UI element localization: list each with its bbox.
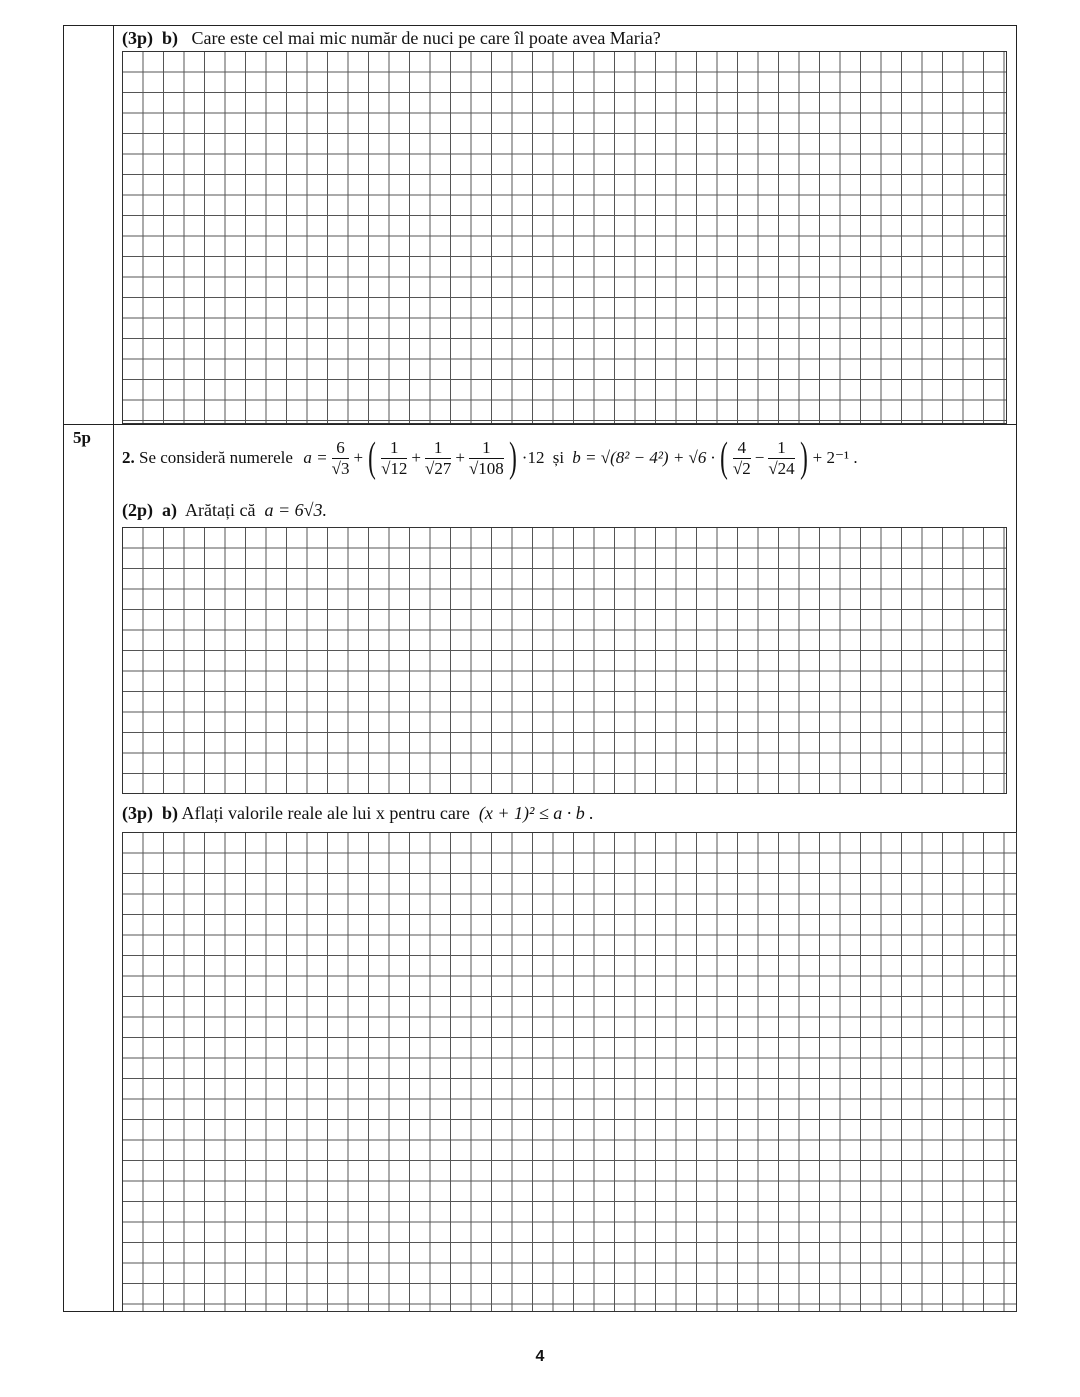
fraction-4-sqrt2: $\frac{4}{√2}$: [732, 437, 751, 478]
problem-2-statement: 2. Se consideră numerele a = $\frac{6}{√3}$ + ( $\frac{1}{√12}$ + $\frac{1}{√27}$ + $\frac{1}{√108}$ ) ·12 și b = √(8² − 4²) + √6 · ( $\frac{4}{√2}$ − $\frac{1}{√24}$ ) + 2⁻¹ .: [122, 435, 858, 481]
q2a-math: a = 6√3.: [264, 500, 327, 520]
row-divider: [63, 424, 1017, 425]
fraction-1-sqrt24: $\frac{1}{√24}$: [768, 437, 795, 478]
answer-grid-2b[interactable]: [122, 832, 1017, 1312]
fraction-6-sqrt3: $\frac{6}{√3}$: [331, 437, 350, 478]
conjunction-si: și: [552, 448, 565, 467]
question-2a: [122, 500, 327, 521]
problem-number: 2.: [122, 448, 135, 467]
page-number: 4: [535, 1348, 545, 1365]
problem-score: 5p: [73, 428, 91, 447]
q4b-text: Care este cel mai mic număr de nuci pe care îl poate avea Maria?: [191, 28, 661, 48]
fraction-1-sqrt108: $\frac{1}{√108}$: [468, 437, 504, 478]
b-prefix: b = √(8² − 4²) + √6 ·: [572, 448, 715, 467]
answer-grid-2a[interactable]: [122, 527, 1007, 794]
q4b-letter: b): [162, 28, 179, 48]
q4b-points: (3p): [122, 28, 153, 48]
q2b-math: (x + 1)² ≤ a · b .: [478, 803, 594, 823]
problem-intro: Se consideră numerele: [139, 448, 293, 467]
q2a-text: Arătați că: [185, 500, 256, 520]
b-suffix: + 2⁻¹ .: [812, 448, 858, 467]
q2a-letter: a): [162, 500, 177, 520]
question-4b: [122, 28, 661, 49]
q2b-letter: b): [162, 803, 179, 823]
q2b-points: (3p): [122, 803, 153, 823]
q2b-text: Aflați valorile reale ale lui x pentru care: [181, 803, 470, 823]
a-prefix: a =: [303, 448, 328, 467]
score-column-divider: [113, 25, 114, 1312]
fraction-1-sqrt27: $\frac{1}{√27}$: [425, 437, 452, 478]
q2a-points: (2p): [122, 500, 153, 520]
fraction-1-sqrt12: $\frac{1}{√12}$: [381, 437, 408, 478]
question-2b: [122, 803, 594, 824]
answer-grid-4b[interactable]: [122, 51, 1007, 424]
times-12: ·12: [521, 448, 545, 467]
